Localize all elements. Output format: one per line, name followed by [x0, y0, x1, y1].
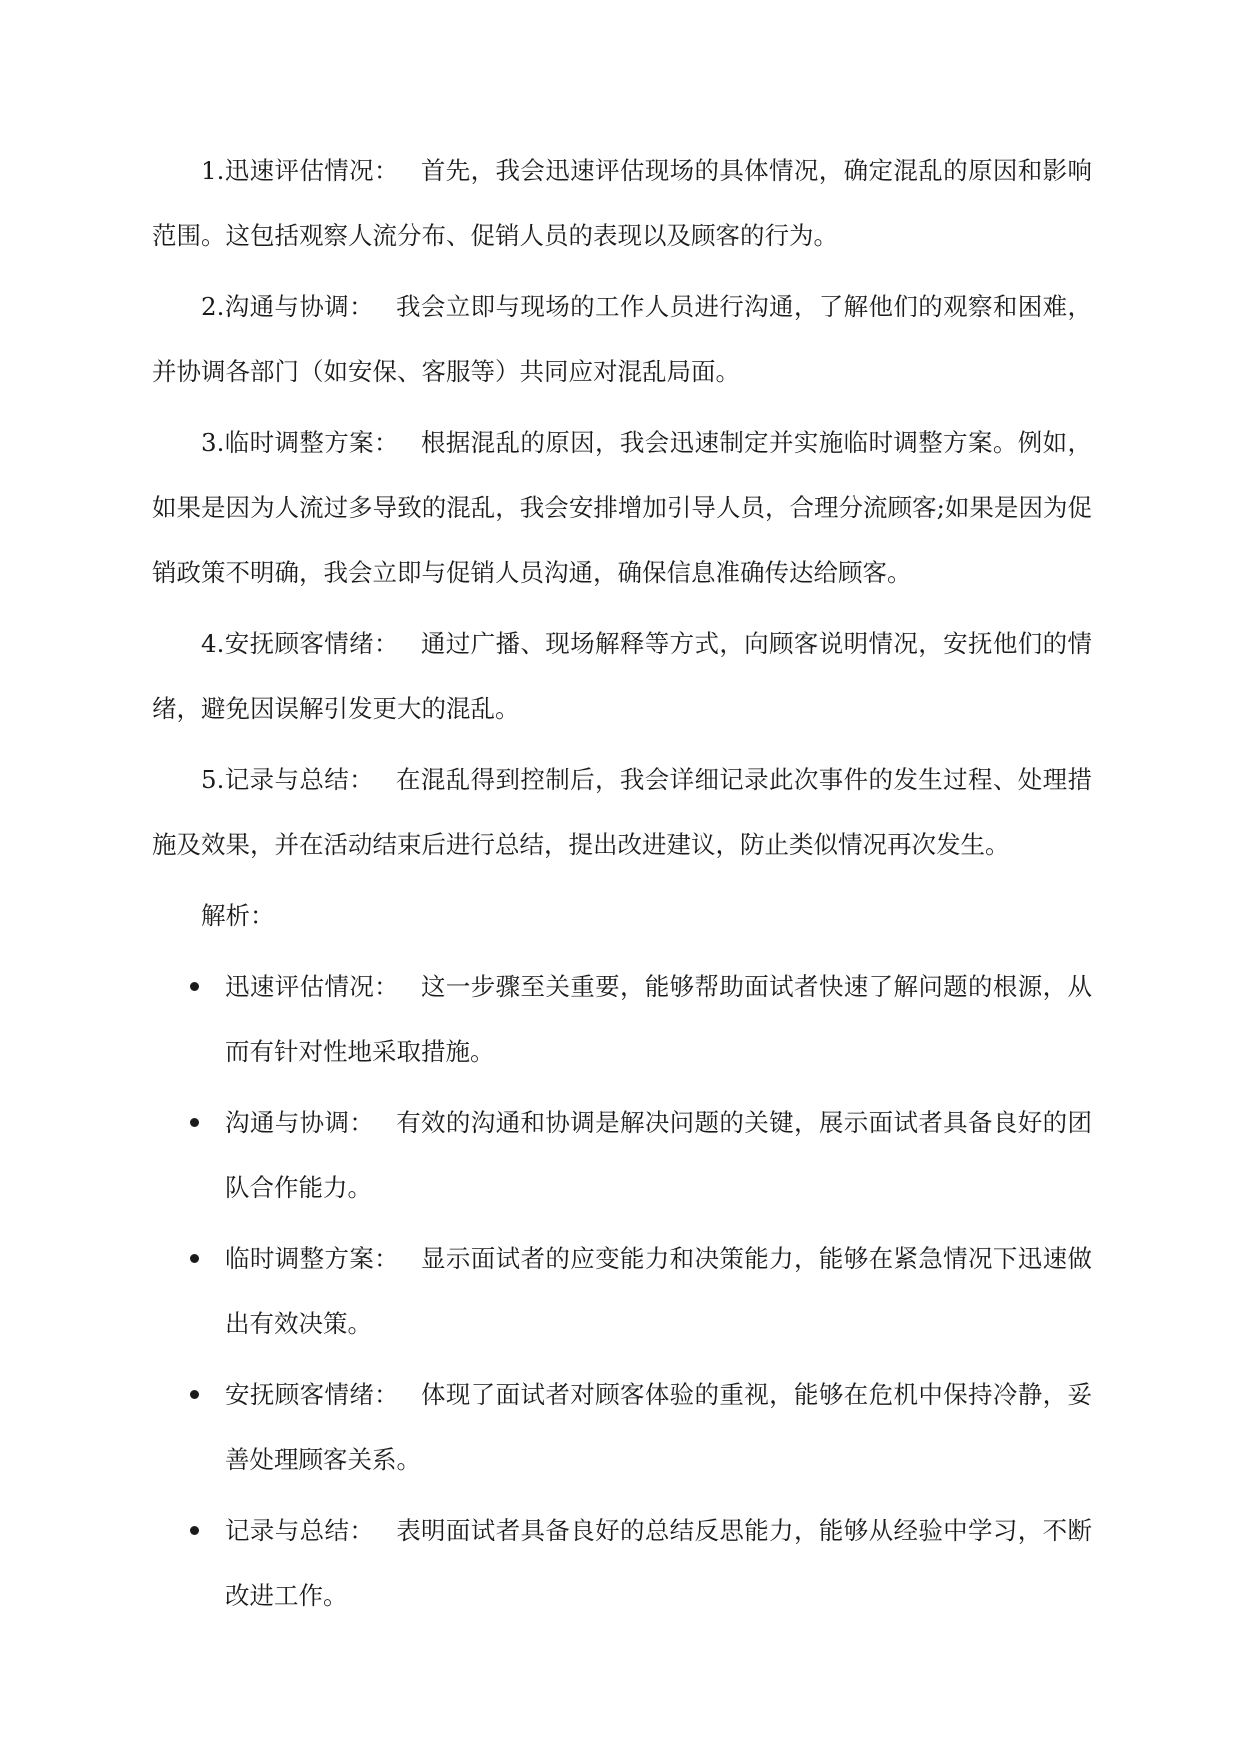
- bullet-icon: [190, 1390, 199, 1399]
- analysis-item-5: [152, 1498, 1092, 1628]
- bullet-icon: [190, 1254, 199, 1263]
- analysis-list: [152, 954, 1092, 1628]
- step-body: 在混乱得到控制后，我会详细记录此次事件的发生过程、处理措施及效果，并在活动结束后进行总结，提出改进建议，防止类似情况再次发生。: [152, 765, 1093, 859]
- step-body: 根据混乱的原因，我会迅速制定并实施临时调整方案。例如，如果是因为人流过多导致的混乱，我会安排增加引导人员，合理分流顾客;如果是因为促销政策不明确，我会立即与促销人员沟通，确保信息准确传达给顾客。: [152, 428, 1093, 587]
- step-heading: 2.沟通与协调：: [201, 292, 374, 321]
- step-paragraph-4: [152, 611, 1092, 741]
- analysis-heading: 迅速评估情况：: [225, 972, 400, 1001]
- analysis-heading: 沟通与协调：: [225, 1108, 375, 1137]
- bullet-icon: [190, 1118, 199, 1127]
- analysis-body: 体现了面试者对顾客体验的重视，能够在危机中保持冷静，妥善处理顾客关系。: [225, 1380, 1092, 1474]
- analysis-item-3: [152, 1226, 1092, 1356]
- analysis-heading: 安抚顾客情绪：: [225, 1380, 400, 1409]
- analysis-item-2: [152, 1090, 1092, 1220]
- step-paragraph-2: [152, 274, 1092, 404]
- analysis-heading: 临时调整方案：: [225, 1244, 400, 1273]
- analysis-body: 表明面试者具备良好的总结反思能力，能够从经验中学习，不断改进工作。: [225, 1516, 1093, 1610]
- analysis-item-4: [152, 1362, 1092, 1492]
- step-paragraph-1: [152, 138, 1092, 268]
- step-heading: 5.记录与总结：: [201, 765, 374, 794]
- step-body: 我会立即与现场的工作人员进行沟通，了解他们的观察和困难，并协调各部门（如安保、客服等）共同应对混乱局面。: [152, 292, 1093, 386]
- step-paragraph-3: [152, 410, 1092, 605]
- bullet-icon: [190, 982, 199, 991]
- analysis-heading: 记录与总结：: [225, 1516, 375, 1545]
- step-paragraph-5: [152, 747, 1092, 877]
- analysis-body: 显示面试者的应变能力和决策能力，能够在紧急情况下迅速做出有效决策。: [225, 1244, 1092, 1338]
- step-body: 首先，我会迅速评估现场的具体情况，确定混乱的原因和影响范围。这包括观察人流分布、促销人员的表现以及顾客的行为。: [152, 156, 1093, 250]
- bullet-icon: [190, 1526, 199, 1535]
- step-body: 通过广播、现场解释等方式，向顾客说明情况，安抚他们的情绪，避免因误解引发更大的混乱。: [152, 629, 1093, 723]
- analysis-body: 这一步骤至关重要，能够帮助面试者快速了解问题的根源，从而有针对性地采取措施。: [225, 972, 1092, 1066]
- document-body: [152, 138, 1092, 1634]
- analysis-body: 有效的沟通和协调是解决问题的关键，展示面试者具备良好的团队合作能力。: [225, 1108, 1093, 1202]
- step-heading: 4.安抚顾客情绪：: [201, 629, 399, 658]
- step-heading: 3.临时调整方案：: [201, 428, 399, 457]
- analysis-label: 解析：: [201, 901, 275, 930]
- step-heading: 1.迅速评估情况：: [201, 156, 399, 185]
- analysis-item-1: [152, 954, 1092, 1084]
